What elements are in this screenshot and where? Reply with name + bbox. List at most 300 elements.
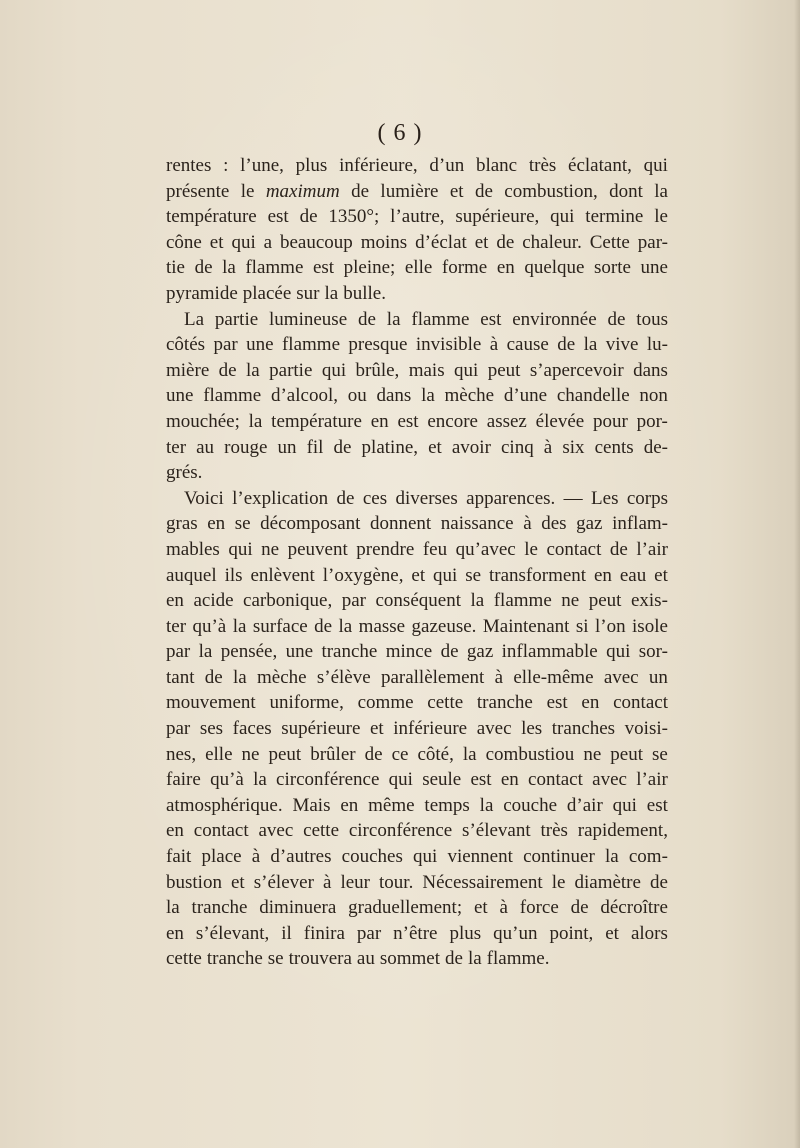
word: gazeuse. (411, 615, 477, 637)
word: côté, (417, 743, 454, 765)
word: qui (643, 155, 668, 176)
word: de (333, 436, 352, 458)
text-line (166, 230, 668, 256)
word: et (449, 180, 464, 202)
text-line (166, 511, 668, 537)
word: d’alcool, (270, 385, 338, 407)
text-line (166, 460, 668, 486)
word: lumineuse (269, 308, 348, 330)
word: par- (637, 231, 668, 253)
word: les (521, 718, 543, 740)
word: presque (348, 334, 408, 356)
word: le (240, 180, 255, 202)
word: graduellement; (348, 897, 463, 919)
word: sommet (379, 948, 441, 970)
word: carbonique, (243, 590, 333, 612)
text-line (166, 435, 668, 461)
word: est (470, 769, 492, 791)
word: pour (592, 410, 628, 432)
word: est (267, 206, 289, 228)
word: circonférence (276, 769, 380, 791)
word: en (166, 922, 184, 944)
word: de (336, 487, 355, 509)
word: la (166, 897, 180, 919)
word: à (499, 897, 508, 919)
word: pleine; (343, 257, 396, 279)
word: à (523, 513, 532, 535)
word: se (234, 513, 251, 535)
word: le (524, 538, 538, 560)
word: couches (341, 846, 403, 868)
word: inférieure, (339, 155, 418, 176)
word: cette (166, 948, 202, 970)
word: des (541, 513, 567, 535)
text-line (166, 409, 668, 435)
word: flamme (245, 257, 304, 279)
word: Nécessairement (422, 871, 543, 893)
word: couche (503, 794, 558, 816)
word: mais (408, 359, 445, 381)
word: la (467, 948, 482, 970)
word: lu- (646, 334, 668, 356)
word: gaz (576, 513, 603, 535)
word: à (322, 871, 332, 893)
word: plus (449, 922, 482, 944)
word: brûler (310, 743, 356, 765)
word: vive (605, 334, 639, 356)
text-line (166, 870, 668, 896)
word: à (251, 846, 261, 868)
text-line (166, 588, 668, 614)
word: cône (166, 231, 202, 253)
word: est (646, 794, 668, 816)
word: partie (214, 308, 259, 330)
word: elle (205, 743, 233, 765)
word: rentes (166, 155, 212, 176)
text-line (166, 358, 668, 384)
word: de (351, 180, 370, 202)
word: flamme (493, 590, 552, 612)
word: uniforme, (269, 692, 344, 714)
word: en (496, 257, 515, 279)
word: et (474, 231, 489, 253)
word: diminuera (259, 897, 337, 919)
word: qui (606, 641, 631, 663)
word: avec (258, 820, 294, 842)
text-line (166, 614, 668, 640)
word: l’une, (240, 155, 284, 176)
word: elle (404, 257, 433, 279)
word: très (528, 155, 557, 176)
word: diamètre (574, 871, 641, 893)
word: forme (441, 257, 488, 279)
word: de (496, 231, 515, 253)
word: brûle, (355, 359, 400, 381)
word: la (583, 334, 598, 356)
word: moins (360, 231, 408, 253)
word: lumière (380, 180, 439, 202)
word: Maintenant (482, 615, 570, 637)
word: ses (199, 718, 224, 740)
word: tranches (551, 718, 616, 740)
word: le (551, 871, 566, 893)
word: parallèlement (380, 666, 485, 688)
word: il (281, 922, 292, 944)
word: la (479, 794, 494, 816)
word: ne (241, 743, 260, 765)
word: qu’avec (455, 538, 516, 560)
text-line (166, 307, 668, 333)
word: est (546, 692, 568, 714)
text-line (166, 742, 668, 768)
word: présente (166, 180, 230, 202)
word: même (368, 794, 415, 816)
word: fait (166, 846, 192, 868)
word: si (575, 615, 589, 637)
word: invisible (415, 334, 482, 356)
word: se (652, 743, 668, 765)
word: en (207, 513, 226, 535)
word: la (654, 180, 668, 202)
word: de (314, 615, 333, 637)
word: sorte (594, 257, 631, 279)
word: Voici (184, 487, 224, 509)
text-line (166, 921, 668, 947)
word: mière (166, 359, 210, 381)
word: flamme (281, 334, 340, 356)
word: la (246, 359, 260, 381)
word: de (440, 641, 459, 663)
word: la (233, 666, 247, 688)
word: par (341, 590, 366, 612)
word: par (213, 334, 238, 356)
word: une (166, 385, 194, 407)
word: non (639, 385, 668, 407)
word: quelque (524, 257, 585, 279)
text-line (166, 665, 668, 691)
word: dans (376, 385, 412, 407)
word: d’une (503, 385, 548, 407)
word: finira (303, 922, 345, 944)
word: de (650, 871, 668, 893)
word: combustion, (504, 180, 598, 202)
word: gras (166, 513, 198, 535)
word: comme (357, 692, 414, 714)
word: élevée (535, 410, 585, 432)
word: qui (433, 564, 458, 586)
word: apparences. (466, 487, 556, 509)
word: et (654, 564, 668, 586)
word: trouvera (288, 948, 352, 970)
word: une (285, 641, 314, 663)
word: blanc (475, 155, 518, 176)
text-line (166, 179, 668, 205)
word: de (218, 359, 237, 381)
word: est (397, 410, 419, 432)
word: alors (630, 922, 668, 944)
word: Les (591, 487, 619, 509)
word: nes, (166, 743, 197, 765)
word: Mais (292, 794, 331, 816)
word: est (480, 308, 502, 330)
body-text (166, 153, 668, 972)
word: ne (561, 590, 580, 612)
word: leur (340, 871, 370, 893)
word: la (222, 257, 236, 279)
word: de- (643, 436, 668, 458)
word: pyramide (166, 282, 238, 304)
word: a (263, 231, 273, 253)
word: — (563, 487, 583, 509)
word: feu (422, 538, 448, 560)
word: un (648, 666, 668, 688)
word: enlèvent (250, 564, 315, 586)
page-number: ( 6 ) (377, 120, 423, 146)
word: flamme (203, 385, 262, 407)
word: qui (228, 538, 253, 560)
word: de (194, 257, 213, 279)
word: le (654, 206, 668, 228)
word: place (201, 846, 242, 868)
word: conséquent (375, 590, 461, 612)
word: dont (609, 180, 643, 202)
word: d’air (566, 794, 603, 816)
word: l’on (594, 615, 626, 637)
word: l’air (636, 769, 668, 791)
word: contact (193, 820, 249, 842)
word: la (386, 308, 401, 330)
word: avec (592, 769, 627, 791)
word: chandelle (556, 385, 630, 407)
word: masse (358, 615, 406, 637)
word: s’élève (316, 666, 371, 688)
word: partie (269, 359, 313, 381)
word: la (324, 282, 339, 304)
word: par (356, 922, 382, 944)
word: d’autres (270, 846, 332, 868)
text-line (166, 690, 668, 716)
word: et (428, 436, 442, 458)
word: qui (388, 769, 413, 791)
word: peut (487, 359, 521, 381)
word: tranche (476, 692, 533, 714)
word: bustion (166, 871, 222, 893)
word: termine (585, 206, 644, 228)
word: au (196, 436, 215, 458)
word: faces (232, 718, 272, 740)
word: par (166, 641, 191, 663)
word: dans (633, 359, 668, 381)
word: qui (454, 359, 479, 381)
text-line (166, 204, 668, 230)
word: de (364, 743, 383, 765)
word: viennent (447, 846, 513, 868)
word: supérieure (281, 718, 361, 740)
word: : (223, 155, 229, 176)
word: cause (506, 334, 549, 356)
word: de (557, 334, 576, 356)
word: peut (268, 743, 302, 765)
word: plus (295, 155, 328, 176)
word: qui (321, 359, 347, 381)
word: à (494, 666, 504, 688)
word: mables (166, 538, 220, 560)
word: mèche (444, 385, 495, 407)
word: maximum (265, 180, 340, 202)
word: assez (486, 410, 527, 432)
word: Cette (589, 231, 630, 253)
word: force (519, 897, 559, 919)
word: combustiou (485, 743, 575, 765)
word: rapidement, (577, 820, 668, 842)
word: en (370, 410, 389, 432)
word: la (338, 615, 353, 637)
word: s’apercevoir (529, 359, 624, 381)
text-line (166, 946, 668, 972)
word: auquel (166, 564, 217, 586)
word: faire (166, 769, 201, 791)
word: bulle. (343, 282, 386, 304)
word: ne (261, 538, 280, 560)
text-line (166, 486, 668, 512)
word: décroître (600, 897, 668, 919)
word: tie (166, 257, 185, 279)
word: décomposant (260, 513, 361, 535)
word: sor- (638, 641, 668, 663)
word: mouchée; (166, 410, 240, 432)
text-line (166, 383, 668, 409)
word: en (581, 692, 600, 714)
word: cents (594, 436, 634, 458)
word: d’éclat (415, 231, 467, 253)
word: eau (619, 564, 647, 586)
word: et (209, 231, 224, 253)
word: l’oxygène, (322, 564, 404, 586)
word: ne (583, 743, 602, 765)
word: fil (306, 436, 324, 458)
word: contact (613, 692, 668, 714)
word: qui (231, 231, 256, 253)
text-line (166, 563, 668, 589)
word: tranche (206, 948, 263, 970)
word: s’élevant, (195, 922, 270, 944)
word: qu’un (493, 922, 538, 944)
word: ils (224, 564, 243, 586)
word: en (166, 820, 184, 842)
word: température (271, 410, 362, 432)
word: et (411, 564, 426, 586)
word: très (540, 820, 568, 842)
word: environnée (512, 308, 597, 330)
word: de (607, 308, 626, 330)
word: se (267, 948, 284, 970)
word: tranche (321, 641, 378, 663)
word: inflammable (501, 641, 598, 663)
word: mèche (257, 666, 307, 688)
word: une (246, 334, 274, 356)
word: 1350°; (328, 206, 380, 228)
word: la (248, 410, 263, 432)
word: voisi- (624, 718, 668, 740)
word: un (277, 436, 297, 458)
word: contact (528, 769, 583, 791)
word: avec (603, 666, 639, 688)
word: acide (193, 590, 234, 612)
word: surface (252, 615, 308, 637)
word: sur (296, 282, 320, 304)
word: cinq (501, 436, 534, 458)
word: qu’à (192, 615, 227, 637)
text-line (166, 332, 668, 358)
word: grés. (166, 462, 203, 484)
word: n’être (393, 922, 438, 944)
word: et (473, 897, 488, 919)
page-edge-shadow (794, 0, 800, 1148)
text-line (166, 818, 668, 844)
word: la (198, 641, 213, 663)
word: température (166, 206, 257, 228)
word: la (462, 743, 477, 765)
word: ter (166, 436, 187, 458)
word: exis- (630, 590, 668, 612)
word: qui (612, 794, 637, 816)
word: cette (303, 820, 339, 842)
word: d’un (429, 155, 465, 176)
word: contact (546, 538, 602, 560)
word: une (640, 257, 668, 279)
word: diverses (395, 487, 458, 509)
word: et (605, 922, 619, 944)
word: donnent (370, 513, 432, 535)
word: atmosphérique. (166, 794, 283, 816)
word: rouge (224, 436, 268, 458)
word: à (543, 436, 553, 458)
word: qui (550, 206, 575, 228)
word: inférieure (393, 718, 468, 740)
word: peut (588, 590, 622, 612)
word: tous (636, 308, 668, 330)
word: cette (427, 692, 464, 714)
word: point, (549, 922, 594, 944)
word: seule (422, 769, 462, 791)
word: la (232, 615, 247, 637)
word: et (231, 871, 245, 893)
word: s’élever (253, 871, 314, 893)
word: circonférence (348, 820, 453, 842)
word: platine, (361, 436, 418, 458)
word: transforment (488, 564, 587, 586)
word: naissance (440, 513, 514, 535)
word: en (340, 794, 359, 816)
word: beaucoup (280, 231, 353, 253)
text-line (166, 895, 668, 921)
text-line (166, 844, 668, 870)
word: elle-même (513, 666, 594, 688)
word: de (445, 948, 463, 970)
word: La (184, 308, 205, 330)
word: la (421, 385, 435, 407)
word: se (465, 564, 482, 586)
word: la (604, 846, 619, 868)
word: est (312, 257, 335, 279)
word: flamme. (486, 948, 550, 970)
word: au (356, 948, 375, 970)
word: ter (166, 615, 187, 637)
word: six (562, 436, 585, 458)
word: pensée, (220, 641, 278, 663)
text-line (166, 537, 668, 563)
word: por- (636, 410, 668, 432)
